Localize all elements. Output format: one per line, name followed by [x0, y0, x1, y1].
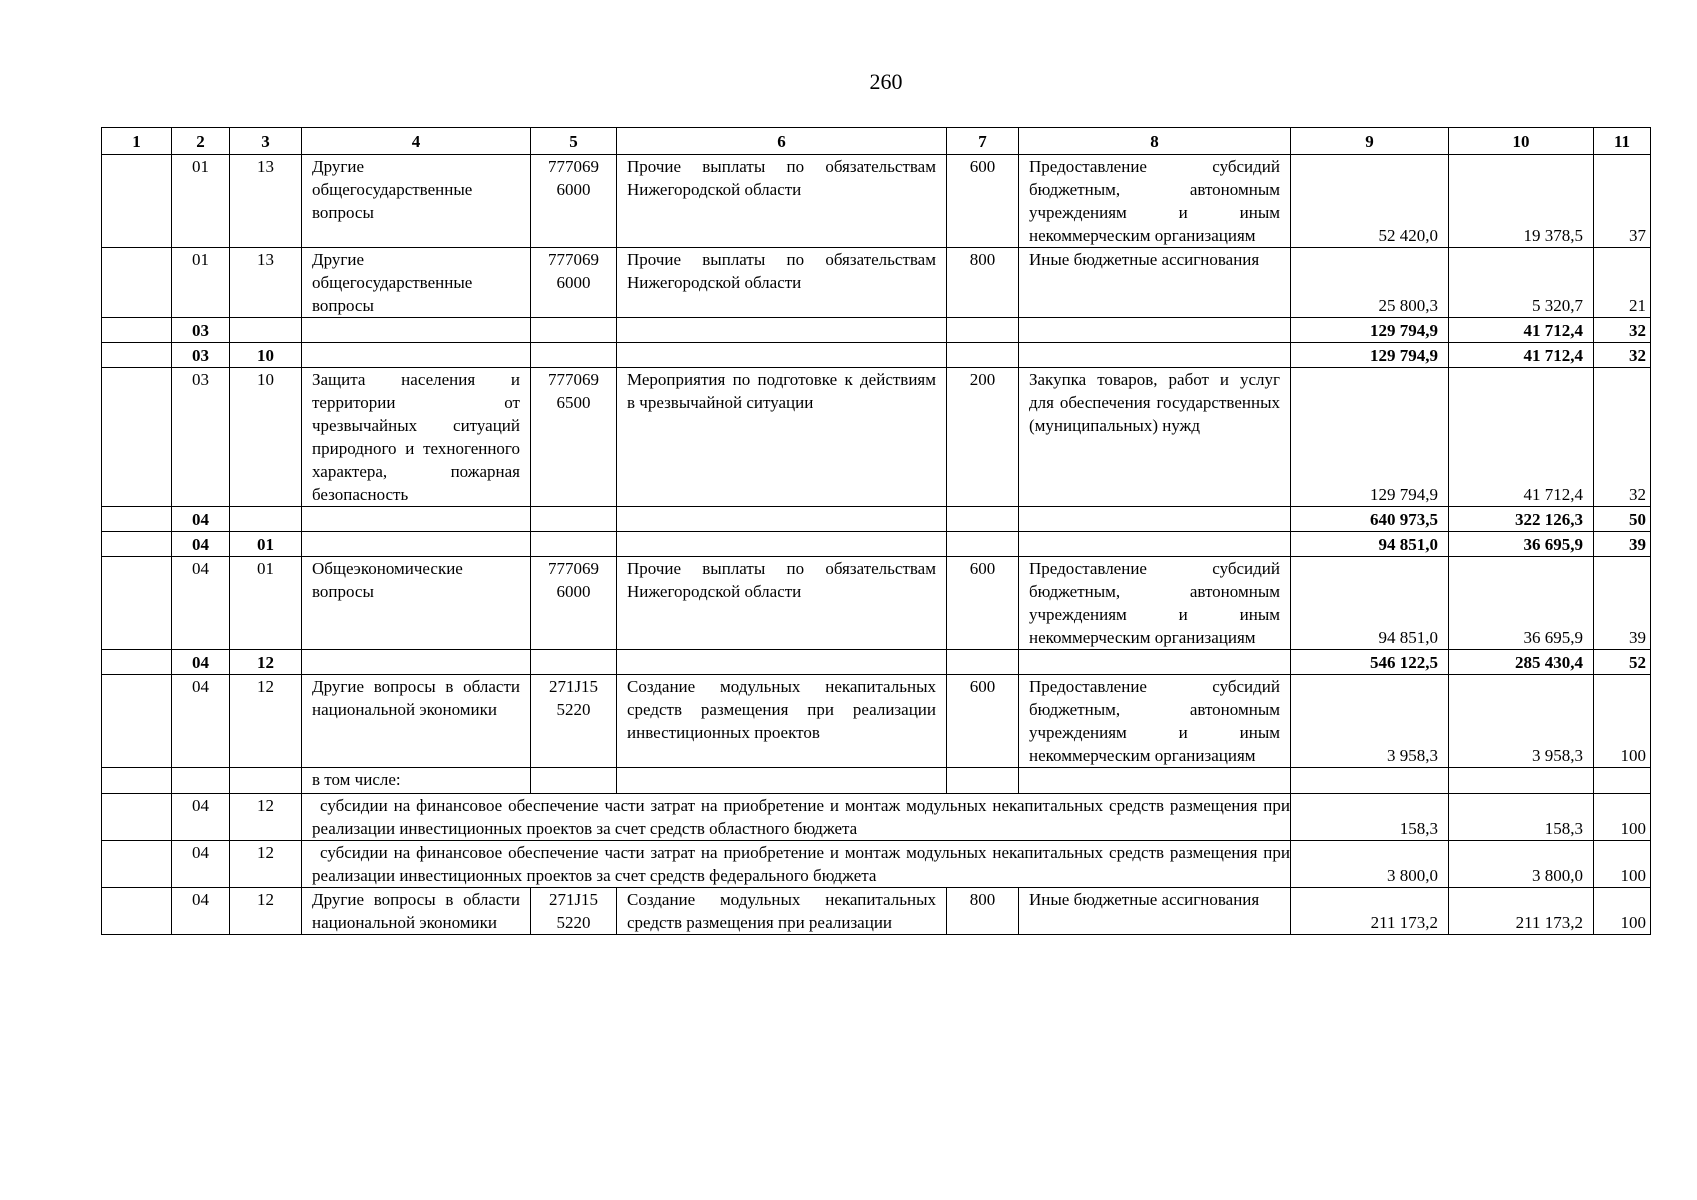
- expense-type-name: Предоставление субсидий бюджетным, автономным учреждениям и иным некоммерческим организациям: [1019, 557, 1291, 650]
- amount-actual: 285 430,4: [1449, 650, 1594, 675]
- article-name: Прочие выплаты по обязательствам Нижегородской области: [617, 557, 947, 650]
- section-code: 04: [172, 557, 230, 650]
- subsection-code: [230, 507, 302, 532]
- cell-empty: [947, 650, 1019, 675]
- cell-empty: [617, 768, 947, 794]
- cell-col1: [102, 318, 172, 343]
- cell-empty: [172, 768, 230, 794]
- subsection-code: 12: [230, 650, 302, 675]
- column-header: 2: [172, 128, 230, 155]
- section-code: 04: [172, 675, 230, 768]
- amount-actual: 41 712,4: [1449, 343, 1594, 368]
- subtotal-row: [102, 343, 1651, 368]
- section-name: Другие вопросы в области национальной экономики: [302, 675, 531, 768]
- amount-plan: 25 800,3: [1291, 248, 1449, 318]
- subtotal-row: [102, 650, 1651, 675]
- section-name: Защита населения и территории от чрезвычайных ситуаций природного и техногенного характера, пожарная безопасность: [302, 368, 531, 507]
- amount-actual: 41 712,4: [1449, 368, 1594, 507]
- cell-empty: [947, 507, 1019, 532]
- cell-empty: [1019, 507, 1291, 532]
- amount-plan: 3 958,3: [1291, 675, 1449, 768]
- percent-executed: 39: [1594, 557, 1651, 650]
- cell-empty: [302, 532, 531, 557]
- amount-actual: 19 378,5: [1449, 155, 1594, 248]
- cell-empty: [947, 532, 1019, 557]
- section-code: 04: [172, 888, 230, 935]
- section-code: 01: [172, 248, 230, 318]
- cell-empty: [947, 343, 1019, 368]
- expense-type-name: Закупка товаров, работ и услуг для обеспечения государственных (муниципальных) нужд: [1019, 368, 1291, 507]
- cell-col1: [102, 768, 172, 794]
- expense-type-name: Иные бюджетные ассигнования: [1019, 248, 1291, 318]
- amount-plan: 3 800,0: [1291, 841, 1449, 888]
- cell-empty: [947, 318, 1019, 343]
- column-header: 11: [1594, 128, 1651, 155]
- percent-executed: 52: [1594, 650, 1651, 675]
- table-row: [102, 557, 1651, 650]
- amount-plan: 129 794,9: [1291, 318, 1449, 343]
- amount-actual: 36 695,9: [1449, 557, 1594, 650]
- cell-empty: [1019, 768, 1291, 794]
- cell-empty: [1019, 318, 1291, 343]
- expense-type-name: Предоставление субсидий бюджетным, автономным учреждениям и иным некоммерческим организациям: [1019, 675, 1291, 768]
- target-article-code: 777069 6500: [531, 368, 617, 507]
- page-number: 260: [869, 69, 903, 94]
- amount-plan: 52 420,0: [1291, 155, 1449, 248]
- section-code: 04: [172, 507, 230, 532]
- amount-actual: 41 712,4: [1449, 318, 1594, 343]
- expense-type-code: 600: [947, 155, 1019, 248]
- subsidy-description: субсидии на финансовое обеспечение части затрат на приобретение и монтаж модульных некапитальных средств размещения при реализации инвестиционных проектов за счет средств областного бюджета: [302, 794, 1291, 841]
- percent-executed: 32: [1594, 343, 1651, 368]
- section-code: 03: [172, 368, 230, 507]
- subsection-code: 12: [230, 675, 302, 768]
- section-code: 01: [172, 155, 230, 248]
- section-code: 03: [172, 318, 230, 343]
- cell-col1: [102, 650, 172, 675]
- cell-empty: [531, 532, 617, 557]
- amount-plan: 211 173,2: [1291, 888, 1449, 935]
- amount-plan: 94 851,0: [1291, 557, 1449, 650]
- expense-type-name: Иные бюджетные ассигнования: [1019, 888, 1291, 935]
- section-code: 03: [172, 343, 230, 368]
- section-code: 04: [172, 650, 230, 675]
- subtotal-row: [102, 318, 1651, 343]
- percent-executed: 100: [1594, 841, 1651, 888]
- cell-empty: [1019, 532, 1291, 557]
- cell-col1: [102, 675, 172, 768]
- subsection-code: [230, 318, 302, 343]
- percent-executed: 37: [1594, 155, 1651, 248]
- amount-plan: 129 794,9: [1291, 343, 1449, 368]
- column-header: 7: [947, 128, 1019, 155]
- cell-col1: [102, 888, 172, 935]
- column-header: 8: [1019, 128, 1291, 155]
- table-row: [102, 248, 1651, 318]
- cell-empty: [531, 650, 617, 675]
- cell-empty: [1594, 768, 1651, 794]
- amount-plan: 546 122,5: [1291, 650, 1449, 675]
- article-name: Создание модульных некапитальных средств размещения при реализации инвестиционных проектов: [617, 675, 947, 768]
- target-article-code: 777069 6000: [531, 557, 617, 650]
- article-name: Прочие выплаты по обязательствам Нижегородской области: [617, 248, 947, 318]
- section-code: 04: [172, 532, 230, 557]
- subtotal-row: [102, 507, 1651, 532]
- section-code: 04: [172, 841, 230, 888]
- cell-empty: [617, 650, 947, 675]
- percent-executed: 100: [1594, 675, 1651, 768]
- amount-plan: 129 794,9: [1291, 368, 1449, 507]
- section-name: Другие общегосударственные вопросы: [302, 155, 531, 248]
- cell-col1: [102, 155, 172, 248]
- article-name: Создание модульных некапитальных средств размещения при реализации: [617, 888, 947, 935]
- percent-executed: 32: [1594, 318, 1651, 343]
- section-name: Другие общегосударственные вопросы: [302, 248, 531, 318]
- cell-empty: [617, 507, 947, 532]
- column-header: 3: [230, 128, 302, 155]
- section-name: Другие вопросы в области национальной экономики: [302, 888, 531, 935]
- cell-col1: [102, 343, 172, 368]
- amount-plan: 94 851,0: [1291, 532, 1449, 557]
- subtotal-row: [102, 532, 1651, 557]
- subsection-code: 10: [230, 343, 302, 368]
- percent-executed: 32: [1594, 368, 1651, 507]
- expense-type-code: 600: [947, 675, 1019, 768]
- column-header: 5: [531, 128, 617, 155]
- cell-empty: [531, 507, 617, 532]
- cell-empty: [531, 343, 617, 368]
- subsection-code: 13: [230, 155, 302, 248]
- percent-executed: 21: [1594, 248, 1651, 318]
- table-row: [102, 841, 1651, 888]
- cell-empty: [1291, 768, 1449, 794]
- amount-actual: 3 800,0: [1449, 841, 1594, 888]
- section-name: Общеэкономические вопросы: [302, 557, 531, 650]
- cell-col1: [102, 507, 172, 532]
- section-code: 04: [172, 794, 230, 841]
- subsection-code: 01: [230, 557, 302, 650]
- amount-actual: 3 958,3: [1449, 675, 1594, 768]
- column-header: 1: [102, 128, 172, 155]
- column-header: 6: [617, 128, 947, 155]
- cell-empty: [1449, 768, 1594, 794]
- cell-empty: [302, 650, 531, 675]
- cell-empty: [1019, 343, 1291, 368]
- percent-executed: 50: [1594, 507, 1651, 532]
- table-row: [102, 888, 1651, 935]
- table-row: [102, 368, 1651, 507]
- cell-empty: [617, 343, 947, 368]
- amount-plan: 640 973,5: [1291, 507, 1449, 532]
- subsection-code: 12: [230, 794, 302, 841]
- cell-col1: [102, 532, 172, 557]
- expense-type-code: 800: [947, 888, 1019, 935]
- note-row: [102, 768, 1651, 794]
- target-article-code: 777069 6000: [531, 155, 617, 248]
- target-article-code: 271J15 5220: [531, 675, 617, 768]
- percent-executed: 100: [1594, 794, 1651, 841]
- amount-actual: 322 126,3: [1449, 507, 1594, 532]
- target-article-code: 271J15 5220: [531, 888, 617, 935]
- amount-plan: 158,3: [1291, 794, 1449, 841]
- budget-table: [101, 127, 1651, 935]
- cell-col1: [102, 248, 172, 318]
- cell-empty: [302, 318, 531, 343]
- cell-empty: [1019, 650, 1291, 675]
- amount-actual: 36 695,9: [1449, 532, 1594, 557]
- expense-type-name: Предоставление субсидий бюджетным, автономным учреждениям и иным некоммерческим организациям: [1019, 155, 1291, 248]
- table-row: [102, 155, 1651, 248]
- column-header: 4: [302, 128, 531, 155]
- cell-empty: [617, 532, 947, 557]
- column-header: 9: [1291, 128, 1449, 155]
- subsection-code: 12: [230, 841, 302, 888]
- column-header: 10: [1449, 128, 1594, 155]
- cell-col1: [102, 841, 172, 888]
- cell-col1: [102, 794, 172, 841]
- cell-empty: [230, 768, 302, 794]
- table-row: [102, 794, 1651, 841]
- cell-empty: [302, 343, 531, 368]
- amount-actual: 211 173,2: [1449, 888, 1594, 935]
- target-article-code: 777069 6000: [531, 248, 617, 318]
- article-name: Прочие выплаты по обязательствам Нижегородской области: [617, 155, 947, 248]
- cell-col1: [102, 557, 172, 650]
- cell-empty: [302, 507, 531, 532]
- cell-empty: [947, 768, 1019, 794]
- expense-type-code: 800: [947, 248, 1019, 318]
- subsection-code: 13: [230, 248, 302, 318]
- cell-empty: [531, 768, 617, 794]
- note-text: в том числе:: [302, 768, 531, 794]
- cell-col1: [102, 368, 172, 507]
- table-header-row: [102, 128, 1651, 155]
- table-row: [102, 675, 1651, 768]
- amount-actual: 158,3: [1449, 794, 1594, 841]
- subsection-code: 12: [230, 888, 302, 935]
- cell-empty: [531, 318, 617, 343]
- expense-type-code: 200: [947, 368, 1019, 507]
- cell-empty: [617, 318, 947, 343]
- article-name: Мероприятия по подготовке к действиям в чрезвычайной ситуации: [617, 368, 947, 507]
- subsidy-description: субсидии на финансовое обеспечение части затрат на приобретение и монтаж модульных некапитальных средств размещения при реализации инвестиционных проектов за счет средств федерального бюджета: [302, 841, 1291, 888]
- percent-executed: 39: [1594, 532, 1651, 557]
- subsection-code: 10: [230, 368, 302, 507]
- subsection-code: 01: [230, 532, 302, 557]
- amount-actual: 5 320,7: [1449, 248, 1594, 318]
- expense-type-code: 600: [947, 557, 1019, 650]
- percent-executed: 100: [1594, 888, 1651, 935]
